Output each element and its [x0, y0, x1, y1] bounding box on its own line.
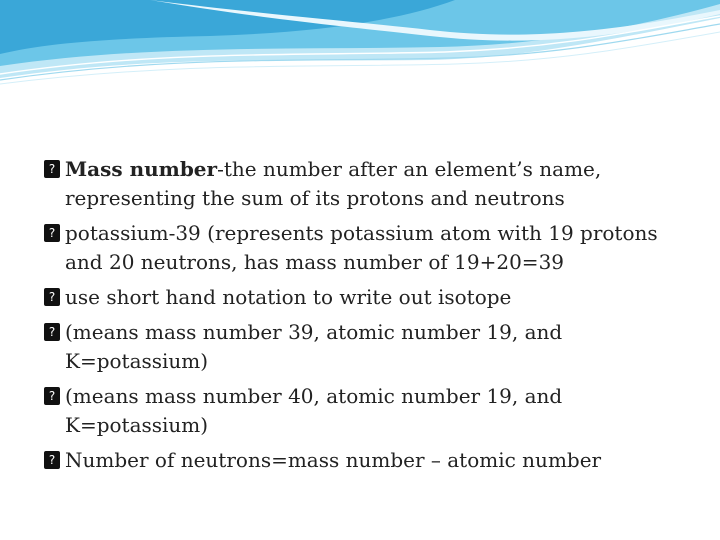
bullet-item-neutron-formula	[44, 446, 684, 475]
bullet-text: -the number after an element’s name, representing the sum of its protons and neutrons	[65, 157, 602, 210]
bullet-item-mass-40-example	[44, 382, 684, 440]
bullet-item-mass-39-example	[44, 318, 684, 376]
bullet-marker-icon: ?	[44, 288, 60, 306]
bullet-text: (means mass number 40, atomic number 19, and K=potassium)	[65, 384, 563, 437]
bullet-list	[44, 155, 684, 481]
bullet-marker-icon: ?	[44, 224, 60, 242]
bullet-text: (means mass number 39, atomic number 19, and K=potassium)	[65, 320, 563, 373]
bullet-marker-icon: ?	[44, 387, 60, 405]
bullet-item-potassium-39	[44, 219, 684, 277]
bullet-marker-icon: ?	[44, 160, 60, 178]
bullet-text: use short hand notation to write out isotope	[65, 285, 512, 309]
bullet-text: Number of neutrons=mass number – atomic number	[65, 448, 602, 472]
bullet-term: Mass number	[65, 157, 218, 181]
bullet-text: potassium-39 (represents potassium atom with 19 protons and 20 neutrons, has mass number of 19+20=39	[65, 221, 658, 274]
bullet-marker-icon: ?	[44, 451, 60, 469]
header-wave-decoration	[0, 0, 720, 90]
bullet-marker-icon: ?	[44, 323, 60, 341]
bullet-item-mass-number	[44, 155, 684, 213]
bullet-item-shorthand-notation	[44, 283, 684, 312]
